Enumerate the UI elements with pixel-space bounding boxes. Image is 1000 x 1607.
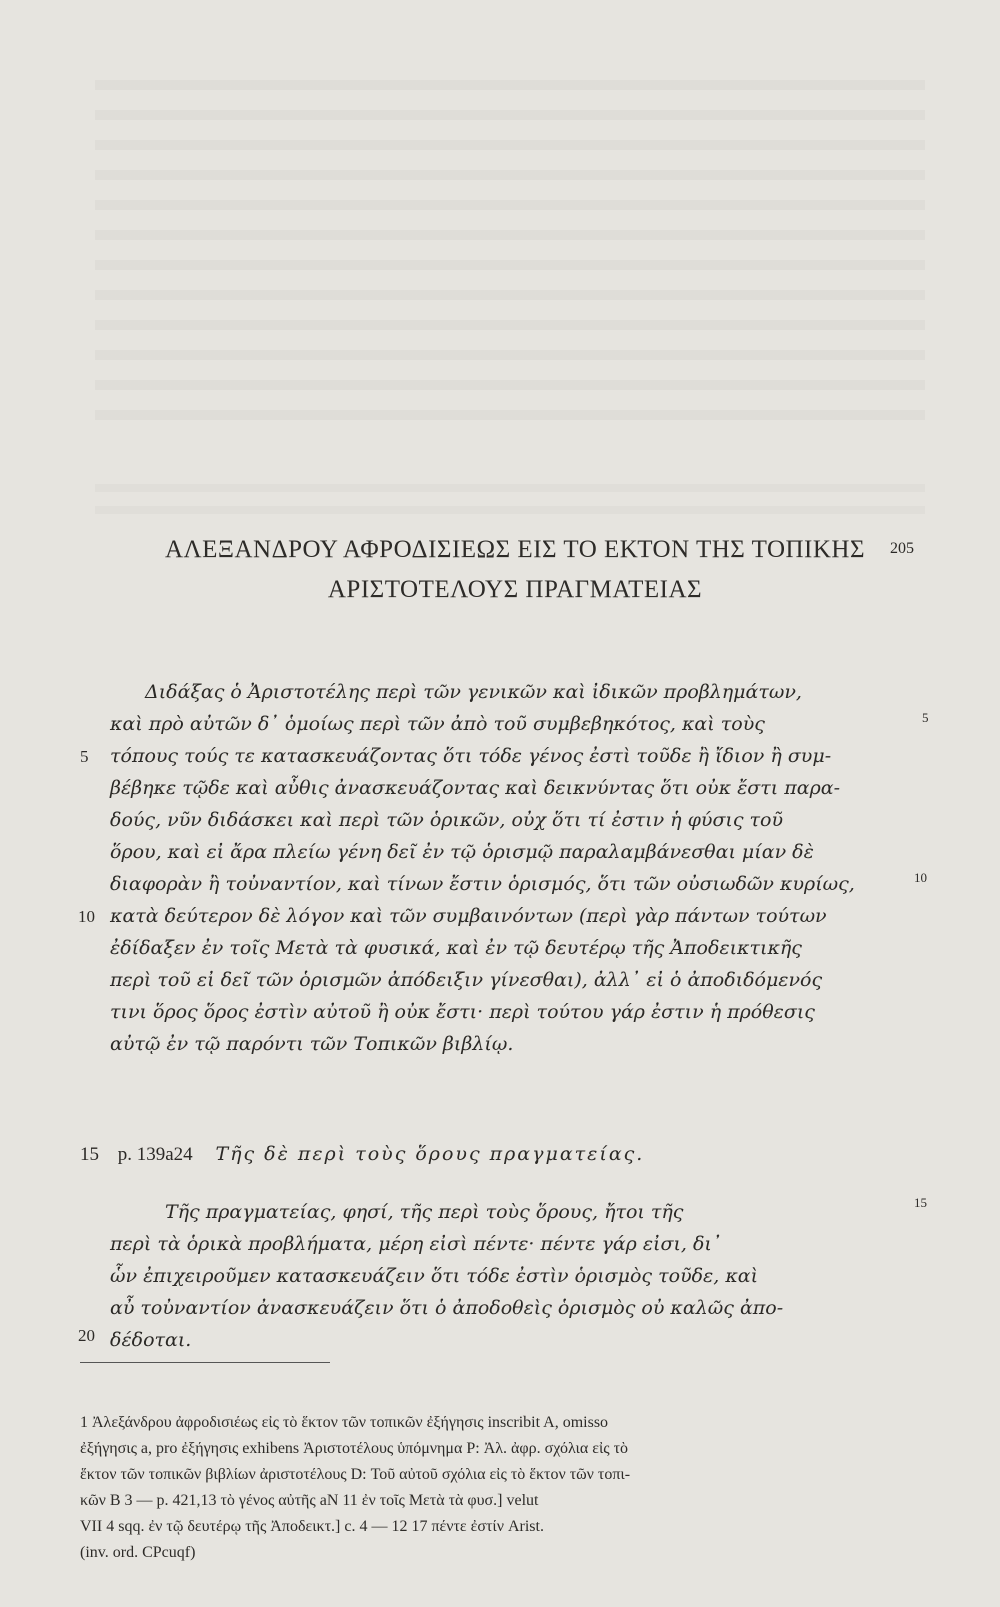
commentary-line: ὧν ἐπιχειροῦμεν κατασκευάζειν ὅτι τόδε ἐστὶν ὁρισμὸς τοῦδε, καὶ (110, 1265, 759, 1287)
margin-number-5: 5 (922, 710, 929, 725)
commentary-line: Τῆς πραγματείας, φησί, τῆς περὶ τοὺς ὅρους, ἤτοι τῆς (165, 1201, 684, 1223)
commentary-line: περὶ τὰ ὁρικὰ προβλήματα, μέρη εἰσὶ πέντε· πέντε γάρ εἰσι, δι᾽ (110, 1233, 722, 1255)
footnote-line: 1 Ἀλεξάνδρου ἀφροδισιέως εἰς τὸ ἕκτον τῶν τοπικῶν ἐξήγησις inscribit A, omisso (80, 1414, 609, 1431)
intro-line: Διδάξας ὁ Ἀριστοτέλης περὶ τῶν γενικῶν καὶ ἰδικῶν προβλημάτων, (145, 681, 802, 703)
line-number-5: 5 (80, 747, 89, 766)
intro-line: ὅρου, καὶ εἰ ἄρα πλείω γένη δεῖ ἐν τῷ ὁρισμῷ παραλαμβάνεσθαι μίαν δὲ (110, 841, 814, 863)
intro-line: τινι ὅρος ὅρος ἐστὶν αὐτοῦ ἢ οὐκ ἔστι· περὶ τούτου γάρ ἐστιν ἡ πρόθεσις (110, 1001, 815, 1023)
line-number-20: 20 (78, 1326, 95, 1345)
margin-number-15: 15 (914, 1195, 927, 1210)
commentary-line: δέδοται. (110, 1329, 192, 1351)
intro-line: καὶ πρὸ αὐτῶν δ᾽ ὁμοίως περὶ τῶν ἀπὸ τοῦ συμβεβηκότος, καὶ τοὺς (110, 713, 765, 735)
line-number-10: 10 (78, 907, 95, 926)
show-through-text (95, 60, 925, 430)
footnote-divider (80, 1362, 330, 1363)
commentary-line: αὖ τοὐναντίον ἀνασκευάζειν ὅτι ὁ ἀποδοθεὶς ὁρισμὸς οὐ καλῶς ἀπο- (110, 1297, 784, 1319)
show-through-text-lower (95, 470, 925, 520)
footnote-line: (inv. ord. CPcuqf) (80, 1544, 196, 1561)
lemma-heading (80, 1143, 644, 1166)
intro-line: τόπους τούς τε κατασκευάζοντας ὅτι τόδε γένος ἐστὶ τοῦδε ἢ ἴδιον ἢ συμ- (110, 745, 832, 767)
lemma-text: Τῆς δὲ περὶ τοὺς ὅρους πραγματείας. (215, 1143, 645, 1165)
intro-line: δούς, νῦν διδάσκει καὶ περὶ τῶν ὁρικῶν, οὐχ ὅτι τί ἐστιν ἡ φύσις τοῦ (110, 809, 784, 831)
page-number: 205 (890, 540, 914, 557)
footnote-line: κῶν B 3 — p. 421,13 τὸ γένος αὐτῆς aN 11 ἐν τοῖς Μετὰ τὰ φυσ.] velut (80, 1492, 539, 1509)
intro-line: βέβηκε τῷδε καὶ αὖθις ἀνασκευάζοντας καὶ δεικνύντας ὅτι οὐκ ἔστι παρα- (110, 777, 841, 799)
intro-line: ἐδίδαξεν ἐν τοῖς Μετὰ τὰ φυσικά, καὶ ἐν τῷ δευτέρῳ τῆς Ἀποδεικτικῆς (110, 937, 802, 959)
lemma-line-number: 15 (80, 1144, 99, 1165)
intro-line: κατὰ δεύτερον δὲ λόγον καὶ τῶν συμβαινόντων (περὶ γὰρ πάντων τούτων (110, 905, 827, 927)
page-title-line-1: ΑΛΕΞΑΝΔΡΟΥ ΑΦΡΟΔΙΣΙΕΩΣ ΕΙΣ ΤΟ ΕΚΤΟΝ ΤΗΣ ΤΟΠΙΚΗΣ (164, 536, 866, 563)
intro-line: διαφορὰν ἢ τοὐναντίον, καὶ τίνων ἔστιν ὁρισμός, ὅτι τῶν οὐσιωδῶν κυρίως, (110, 873, 855, 895)
intro-line: αὐτῷ ἐν τῷ παρόντι τῶν Τοπικῶν βιβλίῳ. (110, 1033, 514, 1055)
margin-number-10: 10 (914, 870, 927, 885)
footnote-line: ἐξήγησις a, pro ἐξήγησις exhibens Ἀριστοτέλους ὑπόμνημα P: Ἀλ. ἀφρ. σχόλια εἰς τὸ (80, 1440, 629, 1457)
page-title-line-2: ΑΡΙΣΤΟΤΕΛΟΥΣ ΠΡΑΓΜΑΤΕΙΑΣ (327, 576, 703, 603)
footnote-line: ἕκτον τῶν τοπικῶν βιβλίων ἀριστοτέλους D: Τοῦ αὐτοῦ σχόλια εἰς τὸ ἕκτον τῶν τοπι- (80, 1466, 631, 1483)
intro-line: περὶ τοῦ εἰ δεῖ τῶν ὁρισμῶν ἀπόδειξιν γίνεσθαι), ἀλλ᾽ εἰ ὁ ἀποδιδόμενός (110, 969, 823, 991)
lemma-reference: p. 139a24 (117, 1144, 193, 1165)
footnote-line: VII 4 sqq. ἐν τῷ δευτέρῳ τῆς Ἀποδεικτ.] c. 4 — 12 17 πέντε ἐστίν Arist. (80, 1518, 544, 1535)
